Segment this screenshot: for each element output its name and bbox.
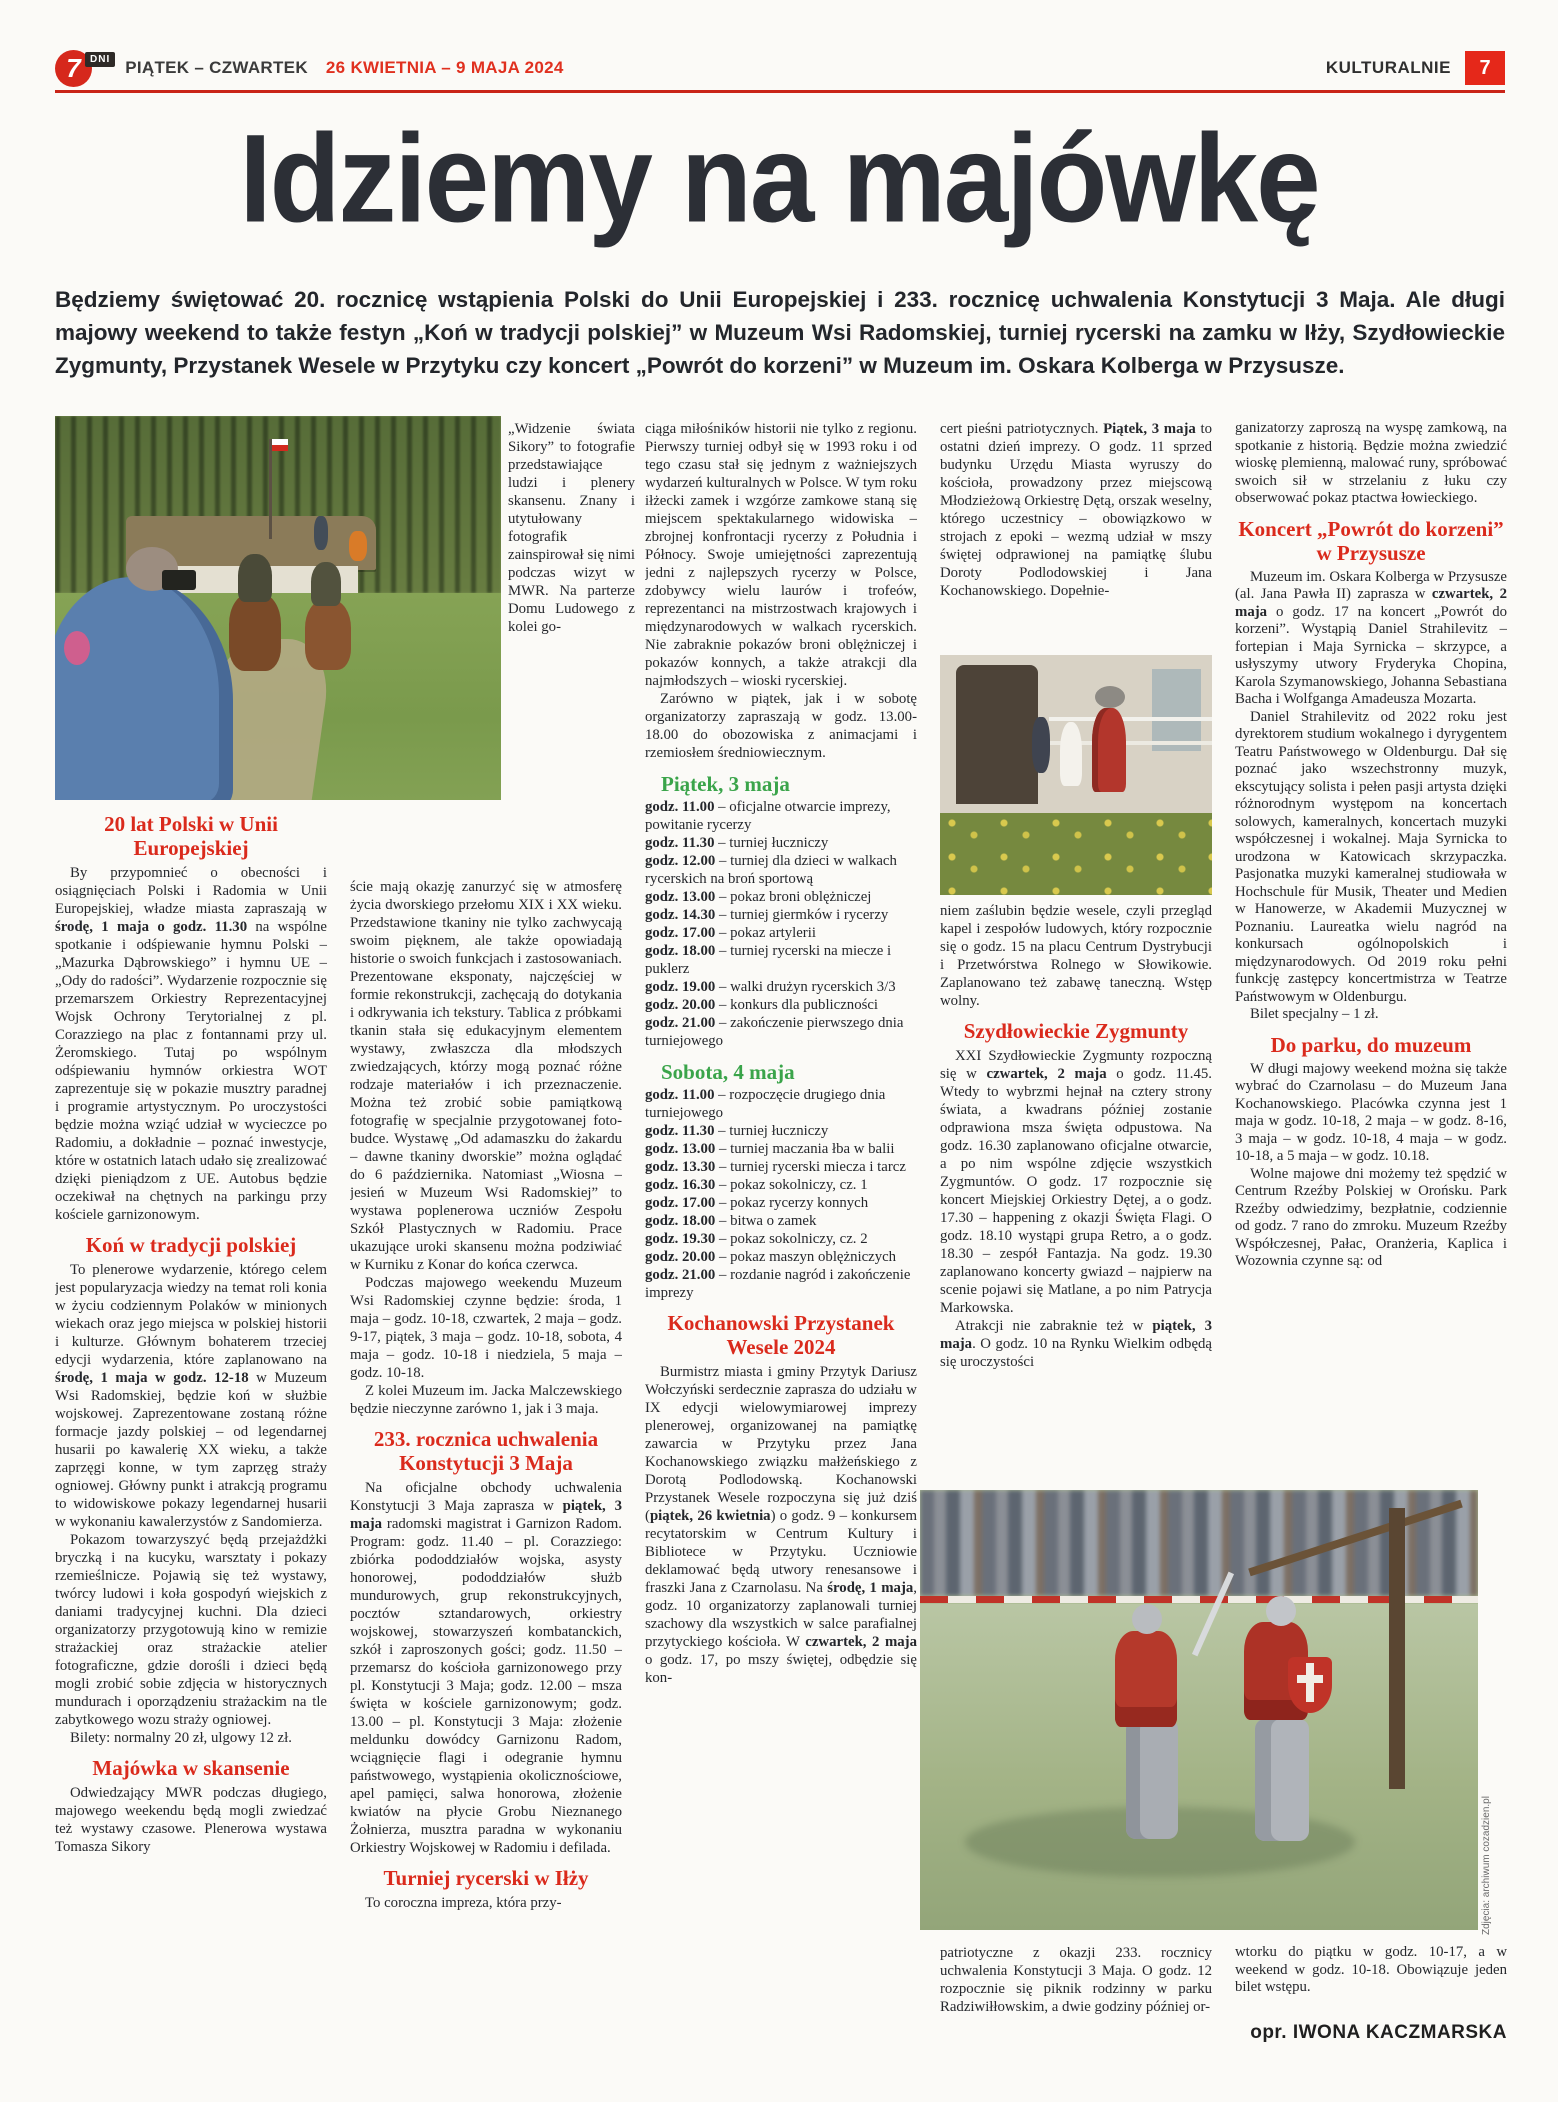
schedule-item: godz. 11.30 – turniej łuczniczy <box>645 835 829 851</box>
knight-armored-legs <box>1126 1719 1178 1839</box>
paragraph: ciąga miłośników historii nie tylko z regionu. Pierwszy turniej odbył się w 1993 roku i od tego czasu stał się jednym z ważniejszych wydarzeń kulturalnych w Polsce. W tym roku iłżecki zamek i wzgórze zamkowe staną się miejscem spektakularnego widowiska – zbrojnej konfrontacji rycerzy z Południa i Północy. Swoje umiejętności zaprezentują jedni z najlepszych rycerzy w Polsce, zdobywcy wielu laurów i trofeów, reprezentanci na mistrzostwach krajowych i międzynarodowych w walkach rycerskich. Nie zabraknie pokazów broni oblężniczej i pokazów konnych, a także atrakcji dla najmłodszych – wioski rycerskiej. <box>645 421 917 689</box>
column-3 <box>645 420 917 2065</box>
paragraph: Atrakcji nie zabraknie też w piątek, 3 maja. O godz. 10 na Rynku Wielkim odbędą się uroczystości <box>940 1318 1212 1370</box>
edition-dates: 26 KWIETNIA – 9 MAJA 2024 <box>325 58 564 77</box>
column-5 <box>1235 420 1507 1482</box>
logo-dni-label: DNI <box>85 52 115 67</box>
paragraph: ganizatorzy zaproszą na wyspę zamkową, na spotkanie z historią. Będzie można zwiedzić wioskę plemienną, malować runy, spróbować swoich sił w strzelaniu z łuku czy obserwować pokaz ptactwa łowieckiego. <box>1235 420 1507 506</box>
paragraph: Na oficjalne obchody uchwalenia Konstytucji 3 Maja zaprasza w piątek, 3 maja radomski magistrat i Garnizon Radom. Program: godz. 11.40 – pl. Corazziego: zbiórka pododdziałów wojska, asysty honorowej, pododdziałów służb mundurowych, grup rekonstrukcyjnych, pocztów sztandarowych, orkiestry wojskowej, stowarzyszeń kombatanckich, szkół i zaproszonych gości; godz. 11.50 – przemarsz do kościoła garnizonowego przy pl. Konstytucji 3 Maja; godz. 12.00 – msza święta w kościele garnizonowym; godz. 13.00 – pl. Konstytucji 3 Maja: złożenie meldunku dowódcy Garnizonu Radom, wciągnięcie flagi i odegranie hymnu państwowego, wystąpienia okolicznościowe, apel pamięci, salwa honorowa, złożenie kwiatów na płycie Grobu Nieznanego Żołnierza, musztra paradna w wykonaniu Orkiestry Wojskowej w Radomiu i defilada. <box>350 1480 622 1856</box>
section-label: KULTURALNIE <box>1325 58 1451 77</box>
paragraph: Muzeum im. Oskara Kolberga w Przysusze (al. Jana Pawła II) zaprasza w czwartek, 2 maja o godz. 17 na koncert „Powrót do korzeni”. Wystąpią Daniel Strahilevitz – fortepian i Maja Syrnicka – skrzypce, a usłyszymy utwory Fryderyka Chopina, Karola Szymanowskiego, Johanna Sebastiana Bacha i Wolfganga Amadeusza Mozarta. <box>1235 568 1507 707</box>
paragraph: Bilet specjalny – 1 zł. <box>1250 1006 1379 1022</box>
column-1 <box>55 812 327 2065</box>
photo-wedding-procession <box>940 655 1212 895</box>
paragraph: cert pieśni patriotycznych. Piątek, 3 maja to ostatni dzień imprezy. O godz. 11 sprzed budynku Urzędu Miasta wyruszy do kościoła, prowadzony przez miejscową Młodzieżową Orkiestrę Dętą, orszak weselny, którego uczestnicy – obowiązkowo w strojach z epoki – wezmą udział w mszy świętej odprawionej na pamiątkę ślubu Doroty Podlodowskiej i Jana Kochanowskiego. Dopełnie- <box>940 421 1212 599</box>
bystander-silhouette <box>64 631 90 665</box>
masthead-right <box>1326 51 1505 85</box>
schedule-item: godz. 11.30 – turniej łuczniczy <box>645 1123 829 1139</box>
schedule-item: godz. 11.00 – oficjalne otwarcie imprezy, powitanie rycerzy <box>645 799 891 833</box>
edition-range: PIĄTEK – CZWARTEK <box>125 58 308 77</box>
flowering-bushes <box>940 813 1212 895</box>
column-strip <box>508 420 635 872</box>
page-number-badge: 7 <box>1465 51 1505 85</box>
schedule-item: godz. 21.00 – rozdanie nagród i zakończenie imprezy <box>645 1267 911 1301</box>
schedule-item: godz. 18.00 – bitwa o zamek <box>645 1213 817 1229</box>
main-headline: Idziemy na majówkę <box>239 108 1319 249</box>
horse-silhouette <box>229 593 281 671</box>
bystander-silhouette <box>349 531 367 561</box>
lance-pennant <box>269 439 272 539</box>
schedule-title-saturday: Sobota, 4 maja <box>661 1060 795 1084</box>
column-2 <box>350 878 622 2065</box>
article-title-kon: Koń w tradycji polskiej <box>85 1233 297 1257</box>
paragraph: By przypomnieć o obecności i osiągnięciach Polski i Radomia w Unii Europejskiej, władze miasta zapraszają w środę, 1 maja o godz. 11.30 na wspólne spotkanie i odśpiewanie hymnu Polski – „Mazurka Dąbrowskiego” i hymnu UE – „Ody do radości”. Wydarzenie rozpocznie się przemarszem Orkiestry Reprezentacyjnej Wojsk Ochrony Terytorialnej z pl. Corazziego na plac z fontannami przy ul. Żeromskiego. Tutaj po wspólnym odśpiewaniu hymnów orkiestra WOT zaprezentuje się w pokazie musztry paradnej i programie artystycznym. Po uroczystości będzie można wziąć udział w wycieczce po Radomiu, a dokładnie – poznać inwestycje, które w ostatnich latach udało się zrealizować dzięki pieniądzom z UE. Autobus będzie oczekiwał na chętnych na parkingu przy kościele garnizonowym. <box>55 865 327 1223</box>
lead-paragraph: Będziemy świętować 20. rocznicę wstąpienia Polski do Unii Europejskiej i 233. rocznicę uchwalenia Konstytucji 3 Maja. Ale długi majowy weekend to także festyn „Koń w tradycji polskiej” w Muzeum Wsi Radomskiej, turniej rycerski na zamku w Iłży, Szydłowieckie Zygmunty, Przystanek Wesele w Przytyku czy koncert „Powrót do korzeni” w Muzeum im. Oskara Kolberga w Przysusze. <box>55 287 1505 378</box>
window <box>1152 669 1201 751</box>
knight-helmet <box>1266 1596 1296 1626</box>
paragraph: Burmistrz miasta i gminy Przytyk Dariusz Wołczyński serdecznie zaprasza do udziału w IX edycji wielowymiarowej imprezy plenerowej, organizowanej na pamiątkę zawarcia w Przytyku przez Jana Kochanowskiego związku małżeńskiego z Dorotą Podlodowską. Kochanowski Przystanek Wesele rozpoczyna się już dziś (piątek, 26 kwietnia) o godz. 9 – konkursem recytatorskim w Centrum Kultury i Bibliotece w Przytyku. Uczniowie deklamować będą utwory renesansowe i fraszki Jana z Czarnolasu. Na środę, 1 maja, godz. 10 organizatorzy zaplanowali turniej szachowy dla wszystkich w salce parafialnej przytyckiego kościoła. W czwartek, 2 maja o godz. 17, po mszy świętej, odbędzie się kon- <box>645 1364 917 1686</box>
paragraph: Podczas majowego weekendu Muzeum Wsi Radomskiej czynne będzie: środa, 1 maja – godz. 10-18, czwartek, 2 maja – godz. 9-17, piątek, 3 maja – godz. 10-18, sobota, 4 maja – godz. 10-18 i niedziela, 5 maja – godz. 10-18. <box>350 1275 622 1381</box>
groom-in-period-costume <box>1092 708 1126 792</box>
article-title-zygmunty: Szydłowieckie Zygmunty <box>963 1019 1189 1043</box>
horse-silhouette <box>305 600 351 670</box>
paragraph: patriotyczne z okazji 233. rocznicy uchwalenia Konstytucji 3 Maja. O godz. 12 rozpocznie się piknik rodzinny w parku Radziwiłłowskim, a dwie godziny później or- <box>940 1945 1212 2015</box>
church-door <box>956 665 1038 804</box>
column-5-foot <box>1235 1944 1507 2008</box>
knight-red-tabard <box>1115 1631 1177 1727</box>
photo-credit: Zdjęcia: archiwum cozadzien.pl <box>1481 1796 1492 1935</box>
fur-hat <box>1095 686 1125 708</box>
newspaper-logo <box>55 50 115 87</box>
schedule-item: godz. 19.00 – walki drużyn rycerskich 3/3 <box>645 979 896 995</box>
paragraph: ście mają okazję zanurzyć się w atmosferę życia dworskiego przełomu XIX i XX wieku. Przedstawione tkaniny nie tylko zachwycają swoim pięknem, ale także opowiadają historie o swoich funkcjach i zastosowaniach. Prezentowane eksponaty, najczęściej w formie rekonstrukcji, zachęcają do dotykania i odkrywania ich tekstury. Tablica z próbkami tkanin stała się edukacyjnym elementem wystawy, zwłaszcza dla młodszych zwiedzających, którzy mogą poznać różne rodzaje materiałów i ich przeznaczenie. Można też zrobić sobie pamiątkową fotografię w specjalnie przygotowanej foto-budce. Wystawę „Od adamaszku do żakardu – dawne tkaniny dworskie” można oglądać do 6 października. Natomiast „Wiosna – jesień w Muzeum Wsi Radomskiej” to wystawa poplenerowa uczniów Zespołu Szkół Plastycznych w Radomiu. Prace ukazujące uroki skansenu można podziwiać w Kurniku z Konar do końca czerwca. <box>350 879 622 1273</box>
schedule-item: godz. 19.30 – pokaz sokolniczy, cz. 2 <box>645 1231 868 1247</box>
schedule-item: godz. 14.30 – turniej giermków i rycerzy <box>645 907 889 923</box>
paragraph: niem zaślubin będzie wesele, czyli przegląd kapel i zespołów ludowych, który rozpocznie się o godz. 15 na placu Centrum Dystrybucji i Przetwórstwa Rolnego w Słowikowie. Zaplanowano też zabawę taneczną. Wstęp wolny. <box>940 903 1212 1009</box>
photo-horse-riders <box>55 416 501 800</box>
masthead <box>55 48 1505 88</box>
article-title-park: Do parku, do muzeum <box>1270 1032 1472 1057</box>
paragraph: Pokazom towarzyszyć będą przejażdżki bryczką i na kucyku, warsztaty i pokazy rzemieślnicze. Pojawią się też wystawy, twórcy ludowi i koła gospodyń wiejskich z daniami tradycyjnej kuchni. Dla dzieci organizatorzy przygotowują kino w remizie strażackiej oraz strażackie atelier fotograficzne, gdzie dorośli i dzieci będą mogli zrobić sobie zdjęcia w historycznych mundurach i oporządzeniu strażackim na tle zabytkowego wozu straży ogniowej. <box>55 1532 327 1728</box>
railing <box>1049 717 1212 721</box>
schedule-item: godz. 17.00 – pokaz artylerii <box>645 925 816 941</box>
schedule-item: godz. 12.00 – turniej dla dzieci w walkach rycerskich na broń sportową <box>645 853 897 887</box>
article-title-koncert: Koncert „Powrót do korzeni” w Przysusze <box>1238 516 1504 565</box>
logo-7-icon: 7 <box>55 50 92 87</box>
article-title-wesele: Kochanowski Przystanek Wesele 2024 <box>667 1311 895 1359</box>
guest-silhouette <box>1032 717 1050 773</box>
schedule-item: godz. 20.00 – konkurs dla publiczności <box>645 997 879 1013</box>
schedule-item: godz. 16.30 – pokaz sokolniczy, cz. 1 <box>645 1177 868 1193</box>
author-byline: opr. IWONA KACZMARSKA <box>1250 2022 1507 2043</box>
wooden-post <box>1389 1508 1405 1790</box>
schedule-item: godz. 18.00 – turniej rycerski na miecze i puklerz <box>645 943 892 977</box>
photo-knight-duel <box>920 1490 1478 1930</box>
article-title-majowka: Majówka w skansenie <box>92 1756 290 1780</box>
column-4-top <box>940 420 1212 650</box>
column-4-foot <box>940 1944 1212 2056</box>
schedule-title-friday: Piątek, 3 maja <box>661 772 790 796</box>
uhlan-rider-silhouette <box>238 554 272 602</box>
article-title-ilza: Turniej rycerski w Iłży <box>383 1866 589 1890</box>
paragraph: Z kolei Muzeum im. Jacka Malczewskiego będzie nieczynne zarówno 1, jak i 3 maja. <box>350 1383 622 1417</box>
paragraph: To coroczna impreza, która przy- <box>365 1895 562 1911</box>
paragraph: Daniel Strahilevitz od 2022 roku jest dyrektorem studium wokalnego i dyrygentem Teatru Państwowego w Oldenburgu. Dał się poznać jako wszechstronny muzyk, ekscytujący solista i pełen pasji artysta dzięki różnorodnym występom na koncertach solowych, kameralnych, koncertach muzyki współczesnej i wokalnej. Maja Syrnicka to urodzona w Katowicach skrzypaczka. Pasjonatka muzyki kameralnej studiowała w Hochschule für Musik, Theater und Medien w Hanowerze, w Akademii Muzycznej w Poznaniu. Laureatka wielu nagród na konkursach ogólnopolskich i międzynarodowych. Od 2019 roku pełni funkcję zastępcy koncertmistrza w Teatrze Państwowym w Oldenburgu. <box>1235 708 1507 1005</box>
bystander-silhouette <box>314 516 328 550</box>
knight-armored-legs <box>1255 1719 1309 1841</box>
schedule-item: godz. 13.30 – turniej rycerski miecza i tarcz <box>645 1159 906 1175</box>
schedule-item: godz. 11.00 – rozpoczęcie drugiego dnia turniejowego <box>645 1087 886 1121</box>
article-title-unia: 20 lat Polski w Unii Europejskiej <box>104 812 278 860</box>
article-title-konstytucja: 233. rocznica uchwalenia Konstytucji 3 Maja <box>373 1427 599 1475</box>
paragraph: „Widzenie świata Sikory” to fotografie przedstawiające ludzi i plenery skansenu. Znany i utytułowany fotografik zainspirował się nimi podczas wizyt w MWR. Na parterze Domu Ludowego z kolei go- <box>508 421 635 635</box>
column-4-bottom <box>940 902 1212 1484</box>
paragraph: Bilety: normalny 20 zł, ulgowy 12 zł. <box>70 1730 292 1746</box>
paragraph: Odwiedzający MWR podczas długiego, majowego weekendu będą mogli zwiedzać też wystawy czasowe. Plenerowa wystawa Tomasza Sikory <box>55 1785 327 1855</box>
schedule-item: godz. 21.00 – zakończenie pierwszego dnia turniejowego <box>645 1015 904 1049</box>
paragraph: Wolne majowe dni możemy też spędzić w Centrum Rzeźby Polskiej w Orońsku. Park Rzeźby odwiedzimy, bezpłatnie, codziennie od godz. 7 rano do zmroku. Muzeum Rzeźby Współczesnej, Pałac, Oranżeria, Kaplica i Wozownia czynne są: od <box>1235 1165 1507 1269</box>
schedule-item: godz. 13.00 – turniej maczania łba w balii <box>645 1141 895 1157</box>
schedule-item: godz. 20.00 – pokaz maszyn oblężniczych <box>645 1249 897 1265</box>
paragraph: To plenerowe wydarzenie, którego celem jest popularyzacja wiedzy na temat roli konia w życiu codziennym Polaków w minionych wiekach oraz jego miejsca w polskiej historii i kulturze. Głównym bohaterem trzeciej edycji wydarzenia, które zaplanowano na środę, 1 maja w godz. 12-18 w Muzeum Wsi Radomskiej, będzie koń w służbie wojskowej. Zaprezentowane zostaną różne formacje jazdy polskiej – od legendarnej husarii po kawalerię XX wieku, a także zaprzęgi konne, w tym zaprzęg straży ogniowej. Główny punkt i atrakcją programu to widowiskowe pokazy legendarnej husarii w wykonaniu kawalerzystów z Sandomierza. <box>55 1262 327 1530</box>
camera-icon <box>162 570 196 590</box>
schedule-item: godz. 13.00 – pokaz broni oblężniczej <box>645 889 872 905</box>
schedule-item: godz. 17.00 – pokaz rycerzy konnych <box>645 1195 869 1211</box>
paragraph: Zarówno w piątek, jak i w sobotę organizatorzy zapraszają w godz. 13.00-18.00 do obozowiska z animacjami i rzemiosłem średniowiecznym. <box>645 691 917 761</box>
paragraph: XXI Szydłowieckie Zygmunty rozpoczną się w czwartek, 2 maja o godz. 11.45. Wtedy to wybrzmi hejnał na cztery strony świata, a kwadrans później zostanie odprawiona msza święta odpustowa. Na godz. 16.30 zaplanowano oficjalne otwarcie, a po nim wspólne zdjęcie wszystkich Zygmuntów. O godz. 17 rozpocznie się koncert Miejskiej Orkiestry Dętej, a o godz. 17.30 – happening z okazji Święta Flagi. O godz. 18.10 wystąpi grupa Retro, a o godz. 18.30 – zespół Fantazja. Na godz. 19.30 zaplanowano koncerty gwiazd – najpierw na scenie pojawi się Matlane, a po nim Patrycja Markowska. <box>940 1048 1212 1316</box>
paragraph: W długi majowy weekend można się także wybrać do Czarnolasu – do Muzeum Jana Kochanowskiego. Placówka czynna jest 1 maja w godz. 10-18, 2 maja – w godz. 8-16, 3 maja – w godz. 10-18, 4 maja – w godz. 10-18, a 5 maja – w godz. 10.18. <box>1235 1060 1507 1164</box>
masthead-left <box>55 50 564 87</box>
uhlan-rider-silhouette <box>311 562 341 606</box>
bride-silhouette <box>1060 722 1082 786</box>
paragraph: wtorku do piątku w godz. 10-17, a w weekend w godz. 10-18. Obowiązuje jeden bilet wstępu. <box>1235 1944 1507 1995</box>
